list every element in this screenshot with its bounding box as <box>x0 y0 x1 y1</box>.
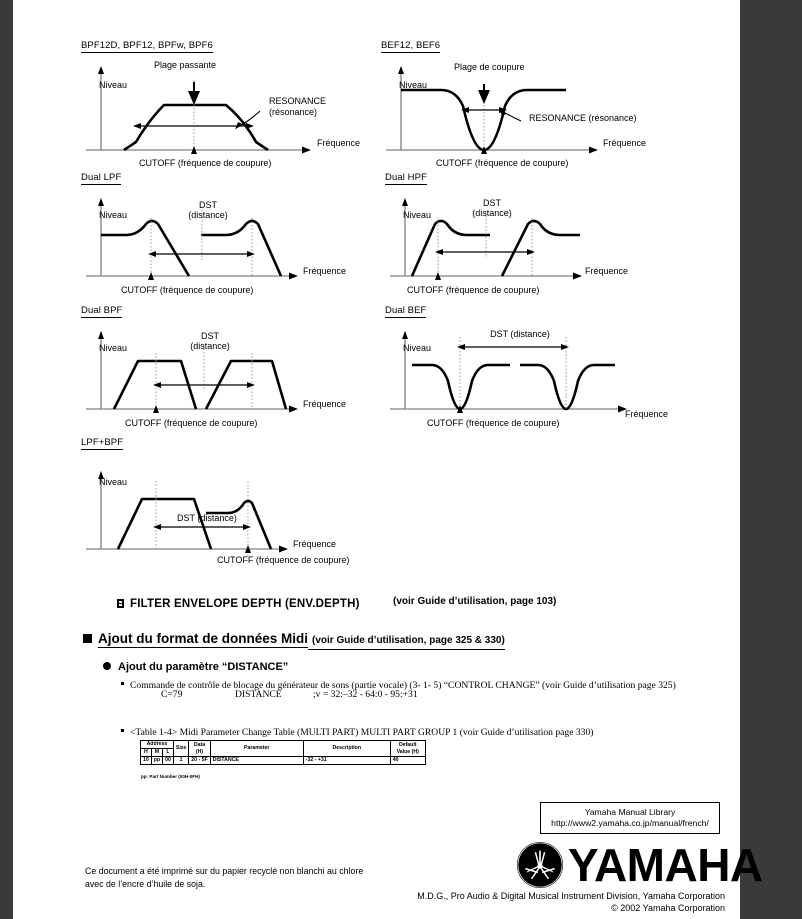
figure-dual-hpf-dst-label-2: (distance) <box>472 208 512 218</box>
manual-library-url[interactable]: http://www2.yamaha.co.jp/manual/french/ <box>551 818 709 828</box>
cell-size: 1 <box>173 757 188 765</box>
table-header-description: Description <box>303 741 390 757</box>
figure-lpf-bpf-x-label: Fréquence <box>293 539 337 549</box>
yamaha-logo <box>516 841 763 889</box>
midi-param-value: ;v = 32:–32 - 64:0 - 95:+31 <box>313 689 418 700</box>
midi-section-heading-reference: (voir Guide d’utilisation, page 325 & 330) <box>312 635 505 646</box>
recycled-paper-note-line1: Ce document a été imprimé sur du papier recyclé non blanchi au chlore <box>85 866 364 876</box>
midi-parameter-table <box>140 740 426 765</box>
midi-param-cc: C=79 <box>161 689 183 700</box>
figure-dual-lpf-x-label: Fréquence <box>303 266 347 276</box>
midi-bullet-2-text: <Table 1-4> Midi Parameter Change Table (MULTI PART) MULTI PART GROUP 1 (voir Guide d’utilisation page 330) <box>130 727 594 738</box>
table-header-default <box>390 741 425 757</box>
recycled-paper-note <box>85 865 363 891</box>
table-header-h: H <box>141 749 152 757</box>
figure-dual-hpf-x-label: Fréquence <box>585 266 629 276</box>
table-header-default-l2: Value (H) <box>396 748 419 755</box>
figure-bef-x-label: Fréquence <box>603 138 647 148</box>
figure-dual-bef-dst-label: DST (distance) <box>490 329 550 339</box>
section-block-icon <box>83 634 92 643</box>
cell-address-h: 10 <box>141 757 152 765</box>
figure-bef-top-annotation: Plage de coupure <box>454 62 525 72</box>
cell-data: 20 - 5F <box>189 757 210 765</box>
figure-dual-hpf-cutoff-label: CUTOFF (fréquence de coupure) <box>407 285 540 295</box>
figure-title-bef: BEF12, BEF6 <box>381 40 441 51</box>
figure-bpf-top-annotation: Plage passante <box>154 60 217 70</box>
table-header-row-1 <box>141 741 426 749</box>
figure-title-dual-bpf: Dual BPF <box>81 305 123 316</box>
midi-section-heading: Ajout du format de données Midi <box>98 631 308 646</box>
table-header-l: L <box>163 749 174 757</box>
figure-bpf-resonance-label-1: RESONANCE <box>269 96 327 106</box>
figure-dual-hpf-dst-label-1: DST <box>483 198 501 208</box>
table-header-parameter: Parameter <box>210 741 303 757</box>
table-header-size: Size <box>173 741 188 757</box>
cell-address-l: 00 <box>163 757 174 765</box>
figure-dual-bpf-dst-label-2: (distance) <box>190 341 230 351</box>
yamaha-wordmark: YAMAHA <box>568 839 763 891</box>
figure-bpf-resonance-label-2: (résonance) <box>269 107 318 117</box>
document-page <box>13 0 763 919</box>
figure-bef-cutoff-label: CUTOFF (fréquence de coupure) <box>436 158 569 168</box>
figure-dual-lpf-y-label: Niveau <box>99 210 128 220</box>
midi-bullet-2-row <box>121 722 593 740</box>
figure-dual-lpf-dst-label-2: (distance) <box>188 210 228 220</box>
midi-section-heading-row <box>83 630 505 650</box>
bullet-square-icon <box>121 682 124 685</box>
table-header-data <box>189 741 210 757</box>
figure-lpf-bpf-cutoff-label: CUTOFF (fréquence de coupure) <box>217 555 350 565</box>
cell-description: -32 - +31 <box>303 757 390 765</box>
table-header-data-l1: Data <box>193 741 206 748</box>
env-depth-title: FILTER ENVELOPE DEPTH (ENV.DEPTH) <box>130 598 360 610</box>
midi-subheading: Ajout du paramètre “DISTANCE” <box>118 661 289 673</box>
figure-bef-resonance-label: RESONANCE (résonance) <box>529 113 637 123</box>
midi-bullet-1-text: Commande de contrôle de blocage du générateur de sons (partie vocale) (3- 1- 5) “CONTROL CHANGE” (voir Guide d’utilisation page 325) <box>130 680 676 691</box>
table-header-address: Address <box>141 741 174 749</box>
figure-dual-bef-cutoff-label: CUTOFF (fréquence de coupure) <box>427 418 560 428</box>
figure-dual-bef-x-label: Fréquence <box>625 409 669 419</box>
figure-dual-hpf-y-label: Niveau <box>403 210 432 220</box>
figure-title-dual-bef: Dual BEF <box>385 305 427 316</box>
section-square-icon <box>117 599 124 608</box>
table-header-m: M <box>151 749 162 757</box>
figure-dual-lpf-cutoff-label: CUTOFF (fréquence de coupure) <box>121 285 254 295</box>
figure-dual-bpf-x-label: Fréquence <box>303 399 347 409</box>
figure-title-dual-hpf: Dual HPF <box>385 172 427 183</box>
figure-dual-bpf-cutoff-label: CUTOFF (fréquence de coupure) <box>125 418 258 428</box>
figure-dual-bef-y-label: Niveau <box>403 343 432 353</box>
corporation-line-2: © 2002 Yamaha Corporation <box>611 903 725 913</box>
env-depth-reference: (voir Guide d’utilisation, page 103) <box>393 596 557 607</box>
cell-address-m: pp <box>151 757 162 765</box>
figure-title-bpf: BPF12D, BPF12, BPFw, BPF6 <box>81 40 213 51</box>
figure-lpf-bpf-y-label: Niveau <box>99 477 128 487</box>
figure-title-dual-lpf: Dual LPF <box>81 172 122 183</box>
figure-title-lpf-bpf: LPF+BPF <box>81 437 124 448</box>
figure-bef-y-label: Niveau <box>399 80 428 90</box>
table-row <box>141 757 426 765</box>
midi-subheading-row <box>103 657 288 675</box>
figure-bpf-cutoff-label: CUTOFF (fréquence de coupure) <box>139 158 272 168</box>
figure-dual-bpf-dst-label-1: DST <box>201 331 219 341</box>
cell-default-value: 40 <box>390 757 425 765</box>
table-header-default-l1: Default <box>398 741 417 748</box>
bullet-square-icon-2 <box>121 729 124 732</box>
manual-library-box[interactable] <box>540 802 720 834</box>
figure-dual-bpf-y-label: Niveau <box>99 343 128 353</box>
figure-dual-lpf-dst-label-1: DST <box>199 200 217 210</box>
yamaha-tuning-fork-icon <box>516 841 564 889</box>
midi-param-name: DISTANCE <box>235 689 282 700</box>
midi-table-footnote: pp: Part Number (00H-0FH) <box>141 774 200 779</box>
bullet-dot-icon <box>103 662 111 670</box>
table-header-data-l2: (H) <box>195 748 204 755</box>
figure-bpf-y-label: Niveau <box>99 80 128 90</box>
cell-parameter: DISTANCE <box>210 757 303 765</box>
figure-bpf-x-label: Fréquence <box>317 138 361 148</box>
corporation-line-1: M.D.G., Pro Audio & Digital Musical Instrument Division, Yamaha Corporation <box>417 891 725 901</box>
manual-library-title: Yamaha Manual Library <box>584 807 676 817</box>
recycled-paper-note-line2: avec de l’encre d’huile de soja. <box>85 879 206 889</box>
env-depth-row <box>117 594 360 612</box>
figure-lpf-bpf-dst-label: DST (distance) <box>177 513 237 523</box>
